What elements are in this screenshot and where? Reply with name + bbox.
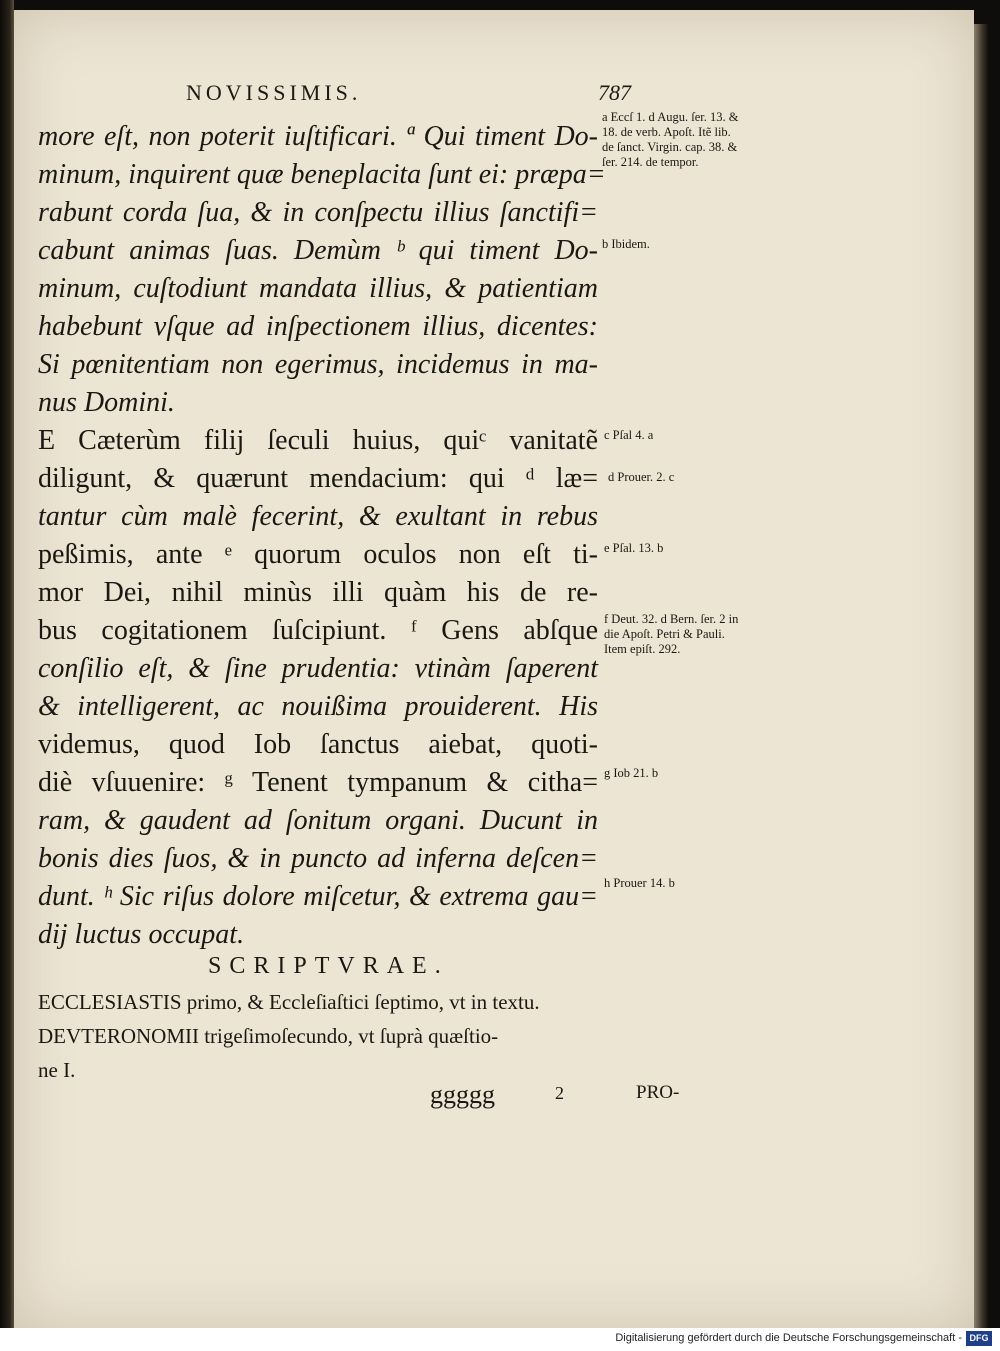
text-line: habebunt vſque ad inſpectionem illius, dicentes:	[38, 311, 598, 342]
footer-credit: Digitalisierung gefördert durch die Deutsche Forschungsgemeinschaft -	[615, 1332, 962, 1344]
text-line: Si pœnitentiam non egerimus, incidemus in ma-	[38, 349, 598, 380]
text-line: cabunt animas ſuas. Demùm ᵇ qui timent Do-	[38, 235, 598, 266]
margin-note-a: a Eccſ 1. d Augu. ſer. 13. & 18. de verb. Apoſt. Itẽ lib. de ſanct. Virgin. cap. 38. & ſer. 214. de tempor.	[602, 110, 739, 169]
scripture-references	[38, 985, 698, 1087]
signature-mark: ggggg	[430, 1080, 495, 1109]
dfg-logo-icon: DFG	[966, 1331, 992, 1346]
text-line: more eſt, non poterit iuſtificari. ª Qui timent Do-	[38, 121, 598, 152]
margin-note-g: g Iob 21. b	[604, 766, 659, 780]
reference-line: ne I.	[38, 1058, 76, 1082]
main-text-block	[38, 118, 606, 954]
text-line: nus Domini.	[38, 387, 175, 418]
signature-number: 2	[555, 1083, 564, 1103]
book-binding	[0, 0, 14, 1351]
text-line: rabunt corda ſua, & in conſpectu illius ſanctifi=	[38, 197, 598, 228]
text-line: diè vſuuenire: ᵍ Tenent tympanum & citha=	[38, 767, 598, 798]
text-line: bus cogitationem ſuſcipiunt. ᶠ Gens abſque	[38, 615, 598, 646]
text-line: dunt. ʰ Sic riſus dolore miſcetur, & extrema gau=	[38, 881, 598, 912]
margin-note-h: h Prouer 14. b	[604, 876, 675, 890]
text-line: ram, & gaudent ad ſonitum organi. Ducunt in	[38, 805, 598, 836]
page-edge	[974, 24, 988, 1328]
reference-line: ECCLESIASTIS primo, & Eccleſiaſtici ſeptimo, vt in textu.	[38, 990, 540, 1014]
text-line: videmus, quod Iob ſanctus aiebat, quoti-	[38, 729, 598, 760]
text-line: minum, inquirent quæ beneplacita ſunt ei: præpa=	[38, 159, 606, 190]
text-line: mor Dei, nihil minùs illi quàm his de re-	[38, 577, 598, 608]
margin-note-e: e Pſal. 13. b	[604, 541, 664, 555]
margin-note-c: c Pſal 4. a	[604, 428, 654, 442]
section-heading: SCRIPTVRAE.	[208, 953, 449, 979]
text-line: & intelligerent, ac nouißima prouiderent. His	[38, 691, 598, 722]
running-head: NOVISSIMIS.	[186, 80, 362, 105]
text-line: diligunt, & quærunt mendacium: qui ᵈ læ=	[38, 463, 598, 494]
margin-note-b: b Ibidem.	[602, 237, 650, 251]
text-line: bonis dies ſuos, & in puncto ad inferna deſcen=	[38, 843, 598, 874]
text-line: minum, cuſtodiunt mandata illius, & patientiam	[38, 273, 598, 304]
text-line: dij luctus occupat.	[38, 919, 245, 950]
text-line: peßimis, ante ᵉ quorum oculos non eſt ti-	[38, 539, 598, 570]
catchword: PRO-	[636, 1082, 680, 1103]
reference-line: DEVTERONOMII trigeſimoſecundo, vt ſuprà quæſtio-	[38, 1024, 499, 1048]
page-number: 787	[598, 80, 631, 105]
text-line: conſilio eſt, & ſine prudentia: vtinàm ſaperent	[38, 653, 598, 684]
margin-note-f: f Deut. 32. d Bern. ſer. 2 in die Apoſt. Petri & Pauli. Item epiſt. 292.	[604, 612, 739, 656]
margin-note-d: d Prouer. 2. c	[608, 470, 675, 484]
text-line: E Cæterùm filij ſeculi huius, quiᶜ vanitatẽ	[38, 425, 598, 456]
text-line: tantur cùm malè fecerint, & exultant in rebus	[38, 501, 598, 532]
